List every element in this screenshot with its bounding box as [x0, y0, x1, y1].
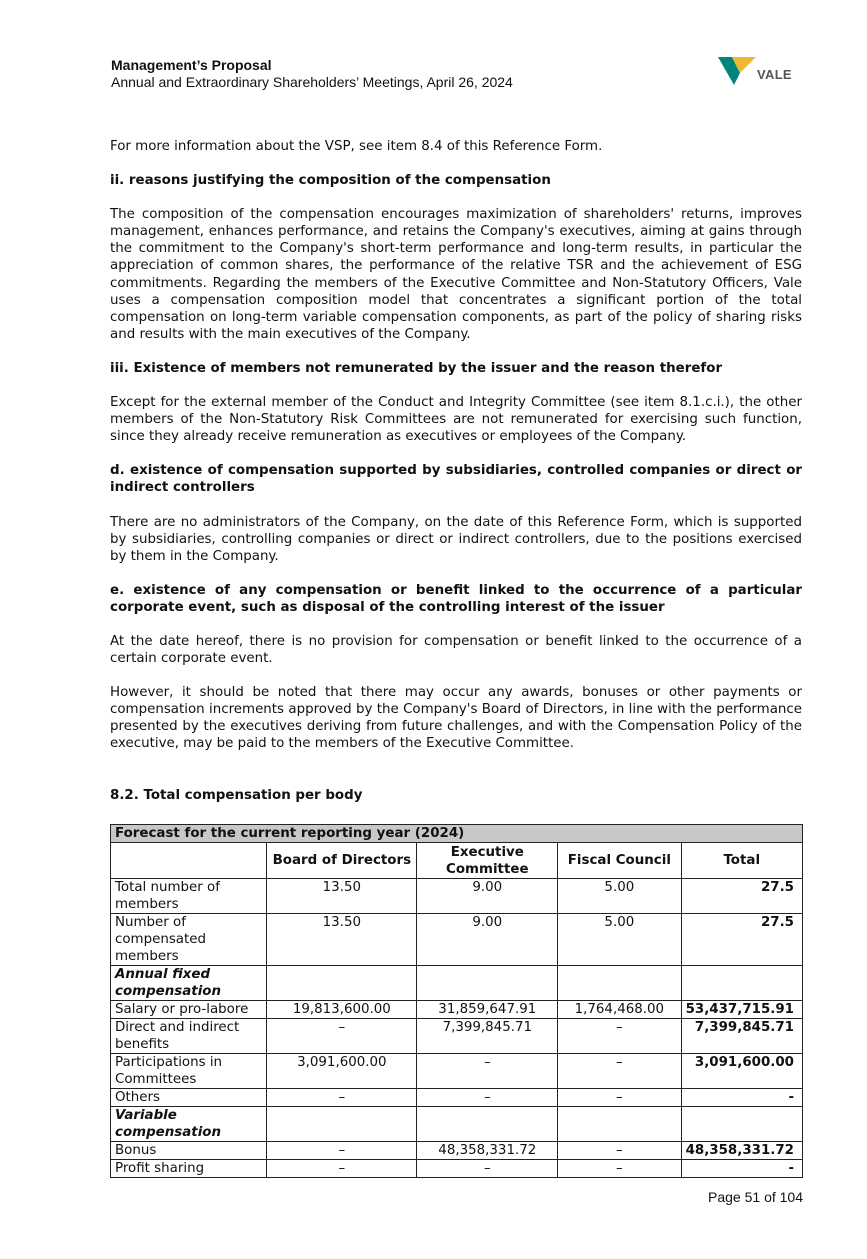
empty-cell — [267, 966, 417, 1001]
cell-board: – — [267, 1142, 417, 1160]
table-header-row — [111, 843, 803, 879]
cell-executive: 31,859,647.91 — [417, 1001, 558, 1019]
cell-board: – — [267, 1160, 417, 1178]
cell-executive: 9.00 — [417, 879, 558, 914]
row-label: Annual fixed compensation — [111, 966, 267, 1001]
cell-total: - — [681, 1160, 802, 1178]
header-executive: Executive Committee — [417, 843, 558, 879]
table-row — [111, 1054, 803, 1089]
header-subtitle: Annual and Extraordinary Shareholders’ Meetings, April 26, 2024 — [111, 74, 513, 90]
heading-non-remunerated-members: iii. Existence of members not remunerated by the issuer and the reason therefor — [110, 360, 723, 376]
cell-executive: – — [417, 1054, 558, 1089]
cell-fiscal: – — [558, 1019, 681, 1054]
heading-composition-reasons: ii. reasons justifying the composition of the compensation — [110, 173, 551, 189]
table-row — [111, 1107, 803, 1142]
row-label: Variable compensation — [111, 1107, 267, 1142]
paragraph-non-remunerated-members: Except for the external member of the Conduct and Integrity Committee (see item 8.1.c.i.), the other members of the Non-Statutory Risk Committees are not remunerated for exercising such function, since they already receive remuneration as executives or employees of the Company. — [110, 395, 802, 445]
cell-fiscal: – — [558, 1054, 681, 1089]
row-label: Direct and indirect benefits — [111, 1019, 267, 1054]
row-label: Profit sharing — [111, 1160, 267, 1178]
empty-cell — [558, 1107, 681, 1142]
cell-board: 19,813,600.00 — [267, 1001, 417, 1019]
cell-total: 27.5 — [681, 879, 802, 914]
cell-executive: 48,358,331.72 — [417, 1142, 558, 1160]
cell-board: 3,091,600.00 — [267, 1054, 417, 1089]
empty-cell — [267, 1107, 417, 1142]
cell-fiscal: – — [558, 1160, 681, 1178]
table-row — [111, 1142, 803, 1160]
paragraph-corporate-event-1: At the date hereof, there is no provision for compensation or benefit linked to the occurrence of a certain corporate event. — [110, 633, 802, 667]
header-total: Total — [681, 843, 802, 879]
table-caption: Forecast for the current reporting year (2024) — [111, 825, 803, 843]
cell-fiscal: 1,764,468.00 — [558, 1001, 681, 1019]
compensation-table — [110, 824, 803, 1178]
cell-board: – — [267, 1089, 417, 1107]
table-row — [111, 1001, 803, 1019]
paragraph-vsp-reference: For more information about the VSP, see item 8.4 of this Reference Form. — [110, 139, 603, 154]
table-row — [111, 966, 803, 1001]
cell-total: 3,091,600.00 — [681, 1054, 802, 1089]
vale-logo-icon — [718, 55, 758, 87]
heading-corporate-event: e. existence of any compensation or benefit linked to the occurrence of a particular corporate event, such as disposal of the controlling interest of the issuer — [110, 582, 802, 615]
document-header — [111, 57, 671, 91]
paragraph-composition-reasons: The composition of the compensation encourages maximization of shareholders' returns, improves management, enhances performance, and retains the Company's executives, aiming at gains through the commitment to the Company's short-term performance and long-term results, in particular the appreciation of common shares, the performance of the relative TSR and the achievement of ESG commitments. Regarding the members of the Executive Committee and Non-Statutory Officers, Vale uses a compensation composition model that concentrates a significant portion of the total compensation on long-term variable compensation components, as part of the policy of sharing risks and results with the main executives of the Company. — [110, 207, 802, 342]
header-fiscal: Fiscal Council — [558, 843, 681, 879]
paragraph-corporate-event-2: However, it should be noted that there may occur any awards, bonuses or other payments or compensation increments approved by the Company's Board of Directors, in line with the performance presented by the executives deriving from future challenges, and with the Compensation Policy of the executive, may be paid to the members of the Executive Committee. — [110, 685, 802, 752]
table-row — [111, 1019, 803, 1054]
vale-logo — [718, 55, 798, 87]
row-label: Participations in Committees — [111, 1054, 267, 1089]
header-board: Board of Directors — [267, 843, 417, 879]
logo-text: VALE — [757, 67, 792, 82]
empty-cell — [681, 1107, 802, 1142]
cell-board: – — [267, 1019, 417, 1054]
row-label: Total number of members — [111, 879, 267, 914]
header-empty — [111, 843, 267, 879]
heading-subsidiary-compensation: d. existence of compensation supported by subsidiaries, controlled companies or direct or indirect controllers — [110, 463, 802, 496]
row-label: Salary or pro-labore — [111, 1001, 267, 1019]
paragraph-subsidiary-compensation: There are no administrators of the Company, on the date of this Reference Form, which is supported by subsidiaries, controlling companies or direct or indirect controllers, due to the positions exercised by them in the Company. — [110, 514, 802, 564]
row-label: Others — [111, 1089, 267, 1107]
cell-fiscal: 5.00 — [558, 879, 681, 914]
section-title: 8.2. Total compensation per body — [110, 788, 363, 803]
table-row — [111, 1160, 803, 1178]
header-title: Management’s Proposal — [111, 57, 272, 73]
cell-fiscal: – — [558, 1089, 681, 1107]
cell-board: 13.50 — [267, 914, 417, 966]
cell-fiscal: – — [558, 1142, 681, 1160]
empty-cell — [681, 966, 802, 1001]
cell-executive: – — [417, 1089, 558, 1107]
cell-total: 48,358,331.72 — [681, 1142, 802, 1160]
cell-executive: 7,399,845.71 — [417, 1019, 558, 1054]
document-body — [110, 138, 802, 753]
cell-executive: – — [417, 1160, 558, 1178]
cell-total: 7,399,845.71 — [681, 1019, 802, 1054]
cell-total: 27.5 — [681, 914, 802, 966]
cell-fiscal: 5.00 — [558, 914, 681, 966]
empty-cell — [417, 1107, 558, 1142]
empty-cell — [558, 966, 681, 1001]
table-caption-row — [111, 825, 803, 843]
table-row — [111, 914, 803, 966]
row-label: Bonus — [111, 1142, 267, 1160]
page-number: Page 51 of 104 — [708, 1189, 803, 1205]
table-row — [111, 1089, 803, 1107]
cell-total: - — [681, 1089, 802, 1107]
cell-executive: 9.00 — [417, 914, 558, 966]
row-label: Number of compensated members — [111, 914, 267, 966]
empty-cell — [417, 966, 558, 1001]
table-row — [111, 879, 803, 914]
cell-board: 13.50 — [267, 879, 417, 914]
cell-total: 53,437,715.91 — [681, 1001, 802, 1019]
